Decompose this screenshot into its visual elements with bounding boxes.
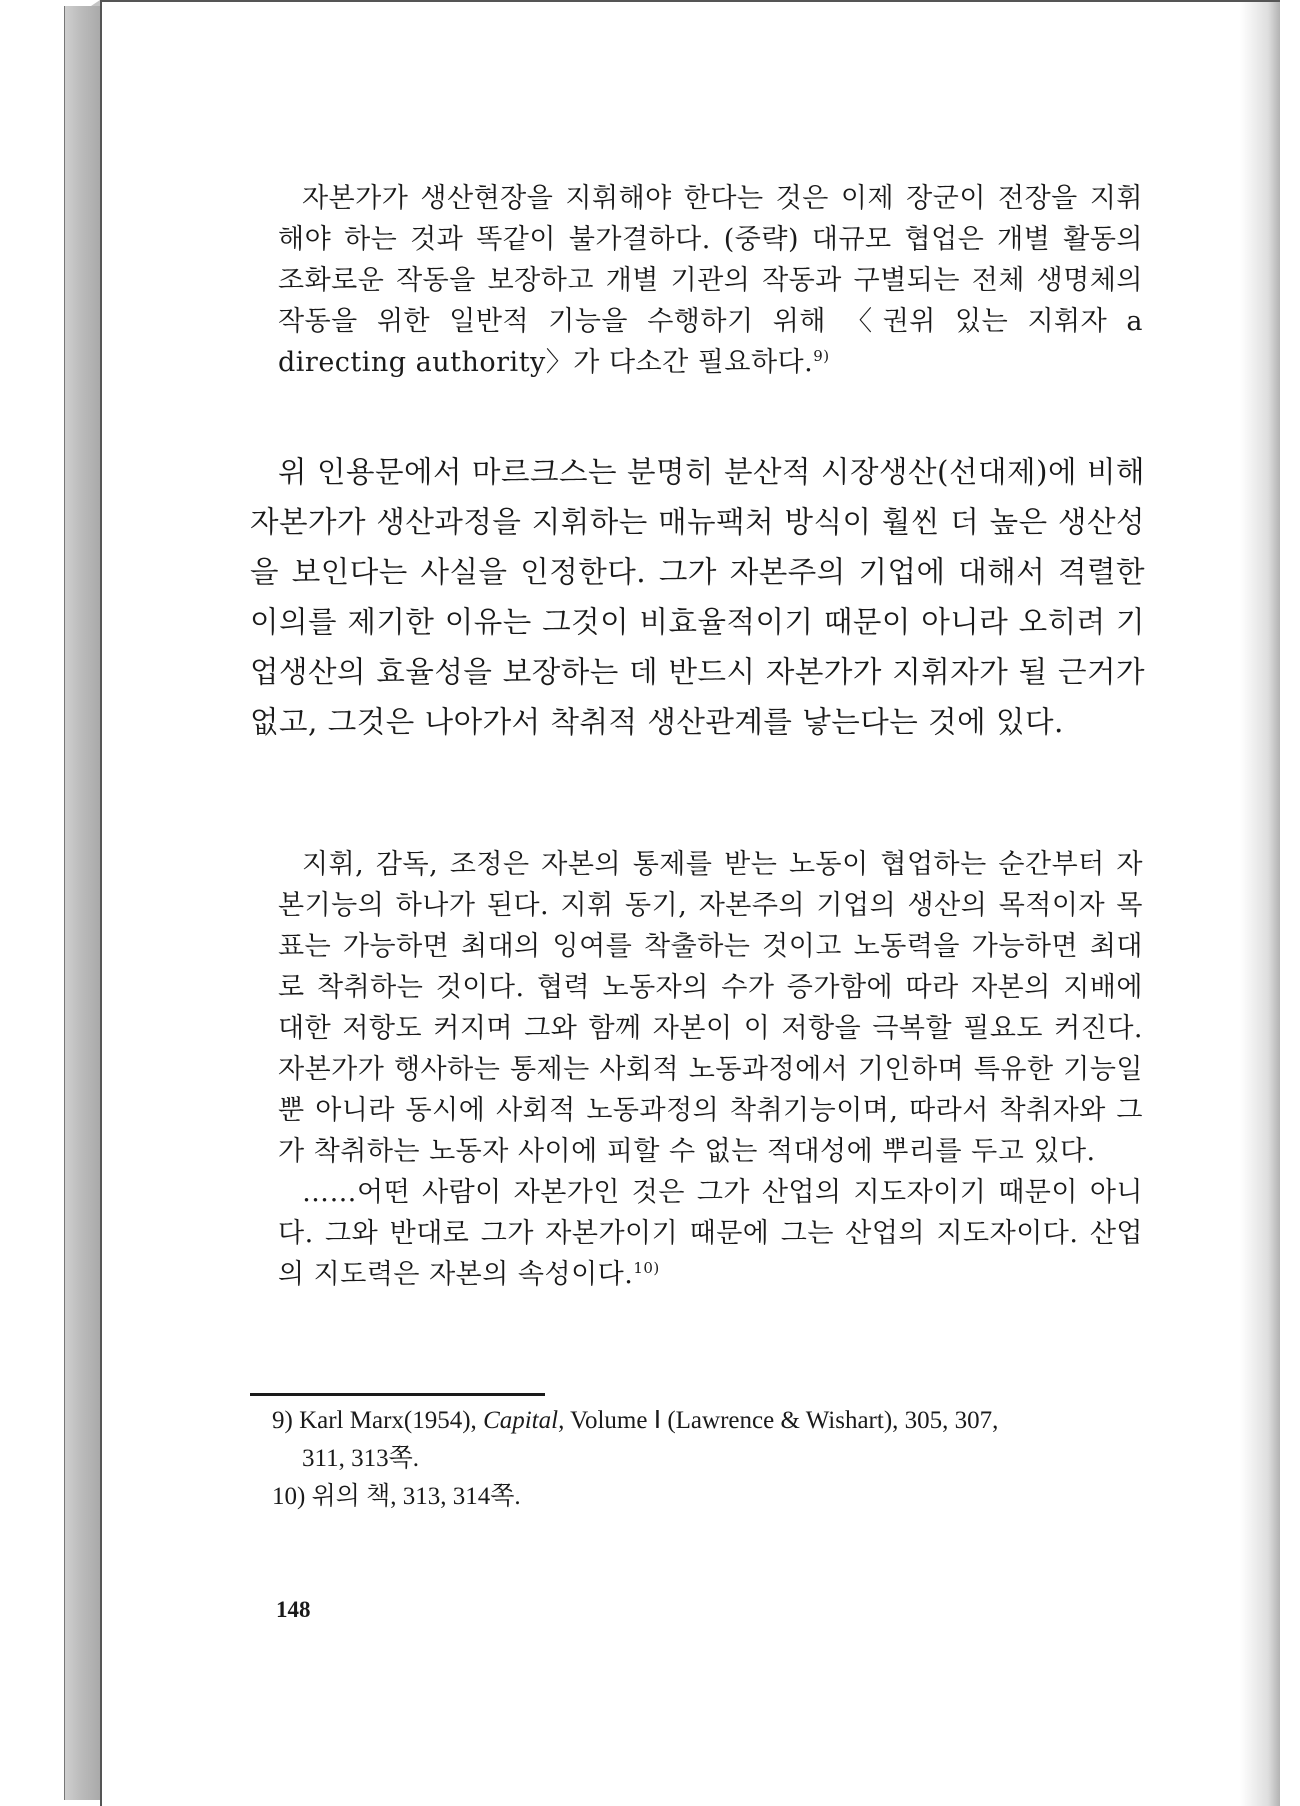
book-edge <box>64 6 101 1800</box>
footnote-9: 9) Karl Marx(1954), Capital, Volume Ⅰ (Lawrence & Wishart), 305, 307, 311, 313쪽. <box>272 1407 999 1472</box>
block-quote-2 <box>278 844 1143 1295</box>
quote-paragraph: 자본가가 생산현장을 지휘해야 한다는 것은 이제 장군이 전장을 지휘해야 하는 것과 똑같이 불가결하다. (중략) 대규모 협업은 개별 활동의 조화로운 작동을 보장하고 개별 기관의 작동과 구별되는 전체 생명체의 작동을 위한 일반적 기능을 수행하기 위해 〈권위 있는 지휘자 a directing authority〉가 다소간 필요하다.$^{9)}$ <box>278 183 1143 378</box>
block-quote-1 <box>278 178 1143 383</box>
quote-paragraph: ……어떤 사람이 자본가인 것은 그가 산업의 지도자이기 때문이 아니다. 그와 반대로 그가 자본가이기 때문에 그는 산업의 지도자이다. 산업의 지도력은 자본의 속성이다.$^{10)}$ <box>278 1177 1143 1290</box>
footnote-10: 10) 위의 책, 313, 314쪽. <box>272 1483 521 1510</box>
page-number: 148 <box>276 1597 311 1622</box>
footnote-divider <box>250 1393 545 1396</box>
body-paragraph <box>250 447 1145 747</box>
body-paragraph-text: 위 인용문에서 마르크스는 분명히 분산적 시장생산(선대제)에 비해 자본가가 생산과정을 지휘하는 매뉴팩처 방식이 훨씬 더 높은 생산성을 보인다는 사실을 인정한다. 그가 자본주의 기업에 대해서 격렬한 이의를 제기한 이유는 그것이 비효율적이기 때문이 아니라 오히려 기업생산의 효율성을 보장하는 데 반드시 자본가가 지휘자가 될 근거가 없고, 그것은 나아가서 착취적 생산관계를 낳는다는 것에 있다. <box>250 455 1145 739</box>
footnotes <box>272 1402 1144 1516</box>
footnote-ref-10: 10) <box>633 1259 660 1277</box>
footnote-ref-9: 9) <box>813 347 830 365</box>
quote-paragraph: 지휘, 감독, 조정은 자본의 통제를 받는 노동이 협업하는 순간부터 자본기능의 하나가 된다. 지휘 동기, 자본주의 기업의 생산의 목적이자 목표는 가능하면 최대의 잉여를 착출하는 것이고 노동력을 가능하면 최대로 착취하는 것이다. 협력 노동자의 수가 증가함에 따라 자본의 지배에 대한 저항도 커지며 그와 함께 자본이 이 저항을 극복할 필요도 커진다. 자본가가 행사하는 통제는 사회적 노동과정에서 기인하며 특유한 기능일 뿐 아니라 동시에 사회적 노동과정의 착취기능이며, 따라서 착취자와 그가 착취하는 노동자 사이에 피할 수 없는 적대성에 뿌리를 두고 있다. <box>278 849 1143 1167</box>
page-fold-shadow <box>1240 2 1280 1806</box>
